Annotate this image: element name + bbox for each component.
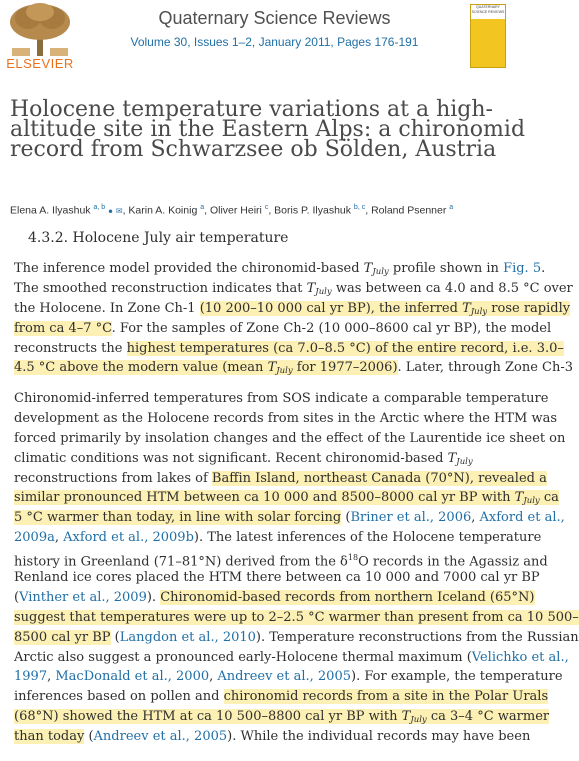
variable-subscript: July [410,715,427,726]
text-line [14,488,559,508]
text-run: climatic conditions was not significant. Recent chironomid-based [14,450,448,466]
highlighted-text: (68°N) showed the HTM at ca 10 500–8800 cal yr BP with [14,709,402,725]
temperature-variable [402,709,427,724]
variable-subscript: July [315,286,332,297]
reference-link[interactable]: 2009a [14,530,55,546]
variable-subscript: July [456,456,473,467]
reference-link[interactable]: 1997 [14,669,48,685]
title-line: altitude site in the Eastern Alps: a chironomid [10,116,526,142]
text-line [14,687,549,707]
text-run: , [471,510,480,526]
temperature-variable [462,301,487,316]
author-link[interactable]: Roland Psenner [371,204,447,217]
highlighted-text: ca 3–4 °C warmer [426,709,550,725]
journal-header [0,0,549,82]
temperature-variable [515,490,540,505]
text-run: , [54,530,64,546]
highlighted-text: similar pronounced HTM between ca 10 000 and 8500–8000 cal yr BP with [14,490,515,506]
text-run: ). The latest inferences of the Holocene temperature [193,530,542,546]
highlighted-text: 4.5 °C above the modern value (mean [14,360,268,376]
variable-subscript: July [470,306,488,317]
text-run: development as the Holocene records from sites in the Arctic where the HTM was [14,410,558,426]
highlighted-text: from ca 4–7 °C [14,320,112,336]
temperature-variable [307,281,332,296]
text-run: . [541,261,546,276]
text-run: ). While the individual records may have been [227,729,531,745]
text-run: ). Temperature reconstructions from the Russian [255,629,579,645]
article-title [10,94,545,162]
text-run: ). [146,589,161,605]
journal-issue-link[interactable]: Volume 30, Issues 1–2, January 2011, Pages 176-191 [130,35,419,49]
text-run: was between ca 4.0 and 8.5 °C over [331,280,573,296]
text-line [14,469,547,489]
text-line [14,588,544,608]
temperature-variable [448,451,473,466]
author-affiliation[interactable]: b, c [353,204,366,211]
temperature-variable [268,360,293,375]
highlighted-text: highest temperatures (ca 7.0–8.5 °C) of the entire record, i.e. 3.0– [126,340,564,356]
highlighted-text: for 1977–2006) [292,360,398,376]
text-run: . For the samples of Zone Ch-2 (10 000–8600 cal yr BP), the model [111,320,552,336]
author-list: Elena A. Ilyashuk $^{a, b}$ ● ✉, Karin A. Koinig $^a$, Oliver Heiri $^c$, Boris P. Ilyashuk $^{b, c}$, Roland Psenner $^a$ [10,204,454,217]
reference-link[interactable]: Andreev et al., 2005 [93,729,228,745]
title-line: Holocene temperature variations at a high- [10,97,493,122]
text-run: The inference model provided the chironomid-based [14,261,364,276]
author-affiliation[interactable]: a [449,204,454,211]
text-run: Chironomid-inferred temperatures from SOS indicate a comparable temperature [14,391,549,406]
highlighted-text: Chironomid-based records from northern Iceland (65°N) [160,589,535,605]
text-line [14,319,552,339]
text-run: reconstructions from lakes of [14,470,212,486]
reference-link[interactable]: Langdon et al., 2010 [119,629,256,645]
variable-subscript: July [276,366,293,377]
body-paragraph [14,259,574,378]
text-line [14,259,544,279]
highlighted-text: chironomid records from a site in the Polar Urals [223,689,549,705]
text-line [14,279,573,299]
text-run: Arctic also suggest a pronounced early-Holocene thermal maximum ( [14,649,472,665]
publisher-name: ELSEVIER [6,56,74,71]
text-run: ). For example, the temperature [351,669,563,685]
text-run: , [209,669,218,685]
email-icon[interactable]: ✉ [115,206,123,216]
text-line [14,707,550,727]
text-run: . Later, through Zone Ch-3 [397,360,574,376]
variable-subscript: July [523,496,540,507]
highlighted-text: ca [539,490,559,506]
text-line [14,608,579,628]
text-line [14,568,544,588]
cover-title: QUATERNARY SCIENCE REVIEWS [471,5,505,14]
text-line [14,628,579,648]
text-run: history in Greenland (71–81°N) derived from the δ [14,554,348,570]
text-run: forced primarily by insolation changes and the effect of the Laurentide ice sheet on [14,430,566,446]
text-run: Renland ice cores placed the HTM there between ca 10 000 and 7000 cal yr BP [14,570,540,586]
text-run: the Holocene. In Zone Ch-1 [14,300,200,316]
text-line [14,389,549,409]
author-link[interactable]: Boris P. Ilyashuk [274,204,351,217]
text-line [14,667,563,687]
highlighted-text: 8500 cal yr BP [14,629,111,645]
text-run: , [47,669,56,685]
variable-symbol: T [306,280,316,296]
text-line [14,449,544,469]
highlighted-text: Baffin Island, northeast Canada (70°N), revealed a [211,470,547,486]
text-run: ( [341,510,351,526]
author-affiliation[interactable]: a, b [93,204,106,211]
text-run: ( [84,729,94,745]
author-link[interactable]: Elena A. Ilyashuk [10,204,91,217]
reference-link[interactable]: Velichko et al., [471,649,569,665]
author-link[interactable]: Karin A. Koinig [128,204,198,217]
title-line: record from Schwarzsee ob Sölden, Austria [10,136,497,162]
text-run: ( [110,629,120,645]
text-line [14,339,564,359]
reference-link[interactable]: Axford et al., [479,510,565,526]
text-run: O records in the Agassiz and [358,554,548,570]
superscript: 18 [347,553,359,563]
variable-symbol: T [447,450,457,466]
person-icon[interactable]: ● [108,206,113,216]
text-line [14,508,565,528]
reference-link[interactable]: Andreev et al., 2005 [217,669,351,685]
variable-symbol: T [363,261,373,276]
text-line [14,409,558,429]
text-line [14,648,569,668]
author-affiliation[interactable]: a [200,204,205,211]
reference-link[interactable]: MacDonald et al., 2000 [55,669,210,685]
text-line [14,429,566,449]
journal-title-link[interactable]: Quaternary Science Reviews [158,8,391,28]
text-run: reconstructs the [14,340,127,356]
highlighted-text: than today [14,729,85,745]
variable-symbol: T [267,360,277,376]
text-line [14,299,571,319]
reference-link[interactable]: Vinther et al., 2009 [19,589,147,605]
section-heading: 4.3.2. Holocene July air temperature [28,230,289,246]
text-run: ( [14,589,20,605]
text-line [14,548,548,570]
variable-symbol: T [514,490,524,506]
reference-link[interactable]: Axford et al., 2009b [63,530,194,546]
variable-symbol: T [401,709,411,725]
highlighted-text: 5 °C warmer than today, in line with solar forcing [14,510,342,526]
temperature-variable [364,261,389,276]
highlighted-text: suggest that temperatures were up to 2–2.5 °C warmer than present from ca 10 500– [14,609,579,625]
author-affiliation[interactable]: c [264,204,269,211]
reference-link[interactable]: Briner et al., 2006 [350,510,472,526]
reference-link[interactable]: Fig. 5 [503,261,542,276]
variable-symbol: T [462,300,471,316]
highlighted-text: rose rapidly [487,300,571,316]
highlighted-text: (10 200–10 000 cal yr BP), the inferred [199,300,463,316]
variable-subscript: July [372,267,389,277]
text-run: profile shown in [388,261,504,276]
text-line [14,528,544,548]
text-line [14,727,544,747]
journal-cover-thumbnail[interactable] [470,4,506,68]
body-paragraph [14,389,579,747]
text-line [14,358,574,378]
author-link[interactable]: Oliver Heiri [209,204,262,217]
text-run: inferences based on pollen and [14,689,224,705]
text-run: The smoothed reconstruction indicates that [14,280,307,296]
